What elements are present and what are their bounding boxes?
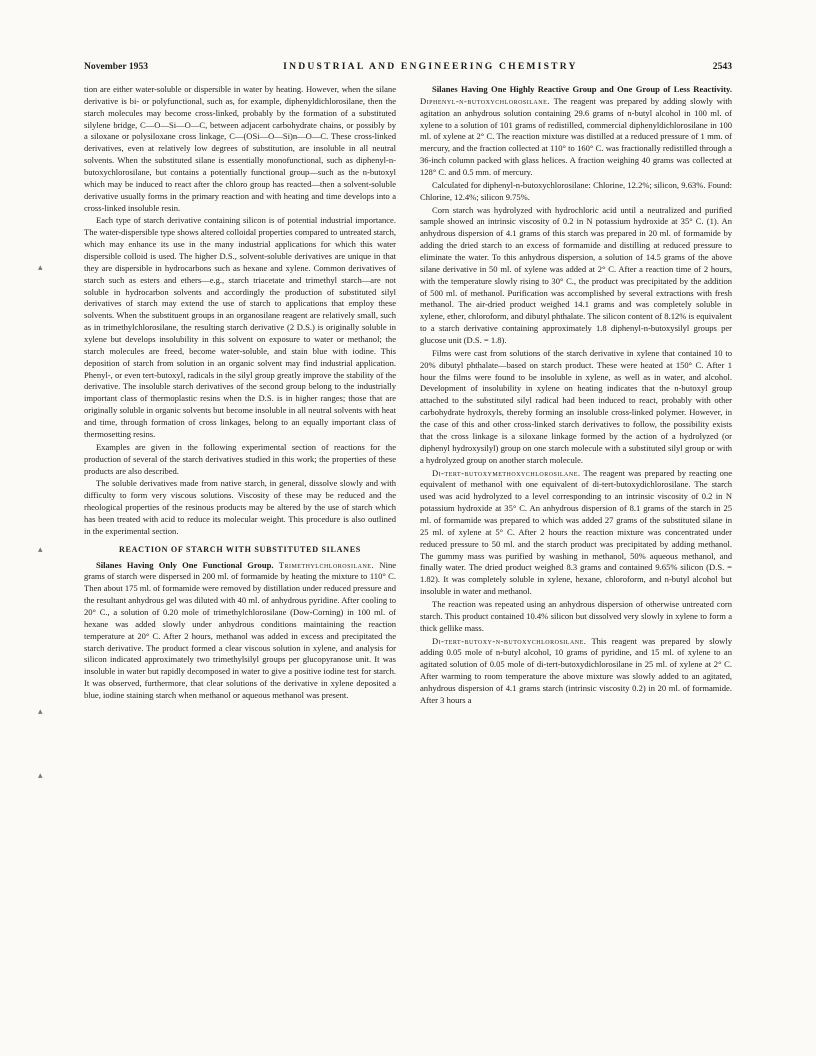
reagent-name: Di-tert-butoxy-n-butoxychlorosilane.	[432, 635, 587, 646]
reagent-name: Di-tert-butoxymethoxychlorosilane.	[432, 467, 581, 478]
paragraph: Calculated for diphenyl-n-butoxychlorosilane: Chlorine, 12.2%; silicon, 9.63%. Found: Chlorine, 12.4%; silicon 9.75%.	[420, 179, 732, 202]
paragraph: Corn starch was hydrolyzed with hydrochloric acid until a neutralized and purified sample showed an intrinsic viscosity of 0.2 in N potassium hydroxide at 35° C. (1). An anhydrous dispersion of 4.1 grams of this starch was prepared in 20 ml. of formamide by adding the dried starch to an excess of formamide and distilling at reduced pressure to eliminate the water. To this anhydrous dispersion, a solution of 14.5 grams of the above silane derivative in 50 ml. of xylene was added at 2° C. After a reaction time of 2 hours, with the temperature slowly rising to 30° C., the product was precipitated by the addition of 500 ml. of methanol. Purification was accomplished by several extractions with fresh methanol. The air-dried product weighed 14.1 grams and was completely soluble in xylene, ether, chloroform, and dibutyl phthalate. The silicon content of 8.12% is equivalent to a starch derivative containing approximately 1.8 diphenyl-n-butoxysilyl groups per glucose unit (D.S. = 1.8).	[420, 204, 732, 346]
subsection-heading: Silanes Having Only One Functional Group.	[96, 559, 274, 570]
paragraph: Each type of starch derivative containing silicon is of potential industrial importance. The water-dispersible type shows altered colloidal properties compared to untreated starch, which may enhance its use in the many industrial applications for which this water dispersible colloid is used. The higher D.S., solvent-soluble derivatives are unique in that they are dispersible in hydrocarbons such as hexane and xylene. Common derivatives of starch such as esters and ethers—e.g., starch triacetate and trimethyl starch—are not soluble in hydrocarbon solvents and accordingly the production of substituted silyl derivatives of starch may extend the use of starch to applications that employ these solvents. When the substituent groups in an organosilane reagent are relatively small, such as in trimethylchlorosilane, the resulting starch derivative (2 D.S.) is originally soluble in xylene but develops insolubility in this solvent on exposure to water or methanol; the starch molecules are freed, become water-soluble, and stain blue with iodine. This deposition of starch from solution in an organic solvent may find industrial application. Phenyl-, or even tert-butoxyl, radicals in the silyl group greatly improve the stability of the derivative. The insoluble starch derivatives of the second group belong to the industrially important class of thermoplastic resins when the D.S. is in higher ranges; those that are originally soluble in organic solvents but become insoluble in all neutral solvents with heat and time, through formation of cross linkages, belong to an equally important class of thermosetting resins.	[84, 215, 396, 439]
paragraph: Films were cast from solutions of the starch derivative in xylene that contained 10 to 20% dibutyl phthalate—based on starch product. These were heated at 150° C. After 1 hour the films were found to be insoluble in xylene, as well as in water, and alcohol. Development of insolubility in xylene on heating indicates that the n-butoxyl group attached to the substituted silyl radical had been induced to react, probably with other carbohydrate hydroxyls, thereby forming an insoluble cross-linked polymer. However, in the case of this and other cross-linked starch derivatives to follow, the possibility exists that the cross linkage is a siloxane linkage formed by the action of a hydrolyzed (or diphenyl hydroxysilyl) group on one starch molecule with a substituted silyl group or with a hydrolyzed group on another starch molecule.	[420, 347, 732, 465]
paragraph	[420, 84, 732, 179]
paragraph-text: Nine grams of starch were dispersed in 200 ml. of formamide by heating the mixture to 110° C. Then about 175 ml. of formamide were removed by distillation under reduced pressure and the resultant anhydrous gel was diluted with 40 ml. of anhydrous pyridine. After cooling to 20° C., a solution of 0.20 mole of trimethylchlorosilane (Dow-Corning) in 100 ml. of hexane was added slowly under anhydrous conditions maintaining the reaction temperature at 20° C. After 2 hours, methanol was added in excess and precipitated the starch derivative. The product formed a clear viscous solution in xylene, and analysis for silicon indicated approximately two trimethylsilyl groups per glucopyranose unit. It was insoluble in water but rapidly decomposed in water to give a positive iodine test for starch. It was observed, furthermore, that clear solutions of the derivative in xylene deposited a blue, iodine staining starch when methanol or aqueous methanol was present.	[84, 559, 397, 700]
paragraph: Examples are given in the following experimental section of reactions for the production of several of the starch derivatives studied in this work; the properties of these products are also described.	[84, 441, 396, 476]
reagent-name: Trimethylchlorosilane.	[278, 559, 375, 570]
margin-mark: ▴	[38, 262, 43, 272]
margin-mark: ▴	[38, 544, 43, 554]
paragraph-text: The reagent was prepared by reacting one equivalent of methanol with one equivalent of di-tert-butoxydichlorosilane. The starch used was acid hydrolyzed to a level corresponding to an intrinsic viscosity of 0.2 in N potassium hydroxide at 35° C. An anhydrous dispersion of 8.1 grams of the starch in 25 ml. of formamide was prepared to which was added 27 grams of the substituted silane in 25 ml. of xylene at 5° C. After 2 hours the reaction mixture was concentrated under reduced pressure to 50 ml. and the starch product was precipitated by adding methanol. The gummy mass was purified by washing in methanol, 50% aqueous methanol, and finally water. The dried product weighed 8.3 grams and contained 9.65% silicon (D.S. = 1.82). It was completely soluble in xylene, hexane, chloroform, and n-butyl alcohol but insoluble in water and methanol.	[420, 467, 732, 597]
paragraph	[84, 560, 396, 702]
subsection-heading: Silanes Having One Highly Reactive Group and One Group of Less Reactivity.	[432, 84, 732, 94]
section-heading: REACTION OF STARCH WITH SUBSTITUTED SILANES	[118, 544, 362, 554]
running-header	[84, 58, 732, 74]
paragraph: tion are either water-soluble or dispersible in water by heating. However, when the silane derivative is bi- or polyfunctional, such as, for example, diphenyldichlorosilane, then the starch molecules may become cross-linked, probably by the formation of a substituted silylene bridge, C—O—Si—O—C, between adjacent carbohydrate chains, or possibly by a siloxane or polysiloxane cross linkage, C—(OSi—O—Si)n—O—C. These cross-linked derivatives, even at relatively low degrees of substitution, are insoluble in all neutral solvents. When the substituted silane is essentially monofunctional, such as diphenyl-n-butoxychlorosilane, but contains a potentially functional group—such as the n-butoxyl which may be induced to react after the chloro group has reacted—then a solvent-soluble derivative usually forms in the primary reaction and with heating and time develops into a cross-linked insoluble resin.	[84, 84, 396, 213]
header-page-number: 2543	[712, 60, 732, 72]
right-column	[420, 84, 732, 707]
margin-mark: ▴	[38, 706, 43, 716]
paragraph: The reaction was repeated using an anhydrous dispersion of otherwise untreated corn starch. This product contained 10.4% silicon but dissolved very slowly in xylene to form a thick gellike mass.	[420, 598, 732, 633]
paragraph-text: The reagent was prepared by adding slowly with agitation an anhydrous solution containing 29.6 grams of n-butyl alcohol in 100 ml. of xylene to a solution of 101 grams of redistilled, commercial diphenyldichlorosilane in 100 ml. of xylene at 2° C. The reaction mixture was distilled at a reduced pressure of 1 mm. of mercury, and the fraction collected at 110° to 160° C. was fractionally redistilled through a 36-inch column packed with glass helices. A fraction weighing 40 grams was collected at 128° C. and 0.5 mm. of mercury.	[420, 95, 732, 178]
reagent-name: Diphenyl-n-butoxychlorosilane.	[420, 95, 550, 106]
paragraph	[420, 468, 732, 598]
paragraph-text: This reagent was prepared by slowly adding 0.05 mole of n-butyl alcohol, 10 grams of pyridine, and 15 ml. of xylene to an agitated solution of 0.05 mole of di-tert-butoxydichlorosilane in 25 ml. of xylene at 2° C. After warming to room temperature the above mixture was slowly added to an agitated, anhydrous dispersion of 4.1 grams starch (intrinsic viscosity 0.2) in 20 ml. of formamide. After 3 hours a	[420, 635, 732, 705]
header-journal-title: INDUSTRIAL AND ENGINEERING CHEMISTRY	[283, 60, 578, 72]
margin-mark: ▴	[38, 770, 43, 780]
paragraph	[420, 636, 732, 707]
header-date: November 1953	[84, 60, 149, 72]
paragraph: The soluble derivatives made from native starch, in general, dissolve slowly and with difficulty to form very viscous solutions. Viscosity of these may be reduced and the rheological properties of the resinous products may be altered by the use of starch which has been treated with acid to reduce its molecular weight. This procedure is also outlined in the experimental section.	[84, 478, 396, 536]
left-column	[84, 84, 396, 702]
